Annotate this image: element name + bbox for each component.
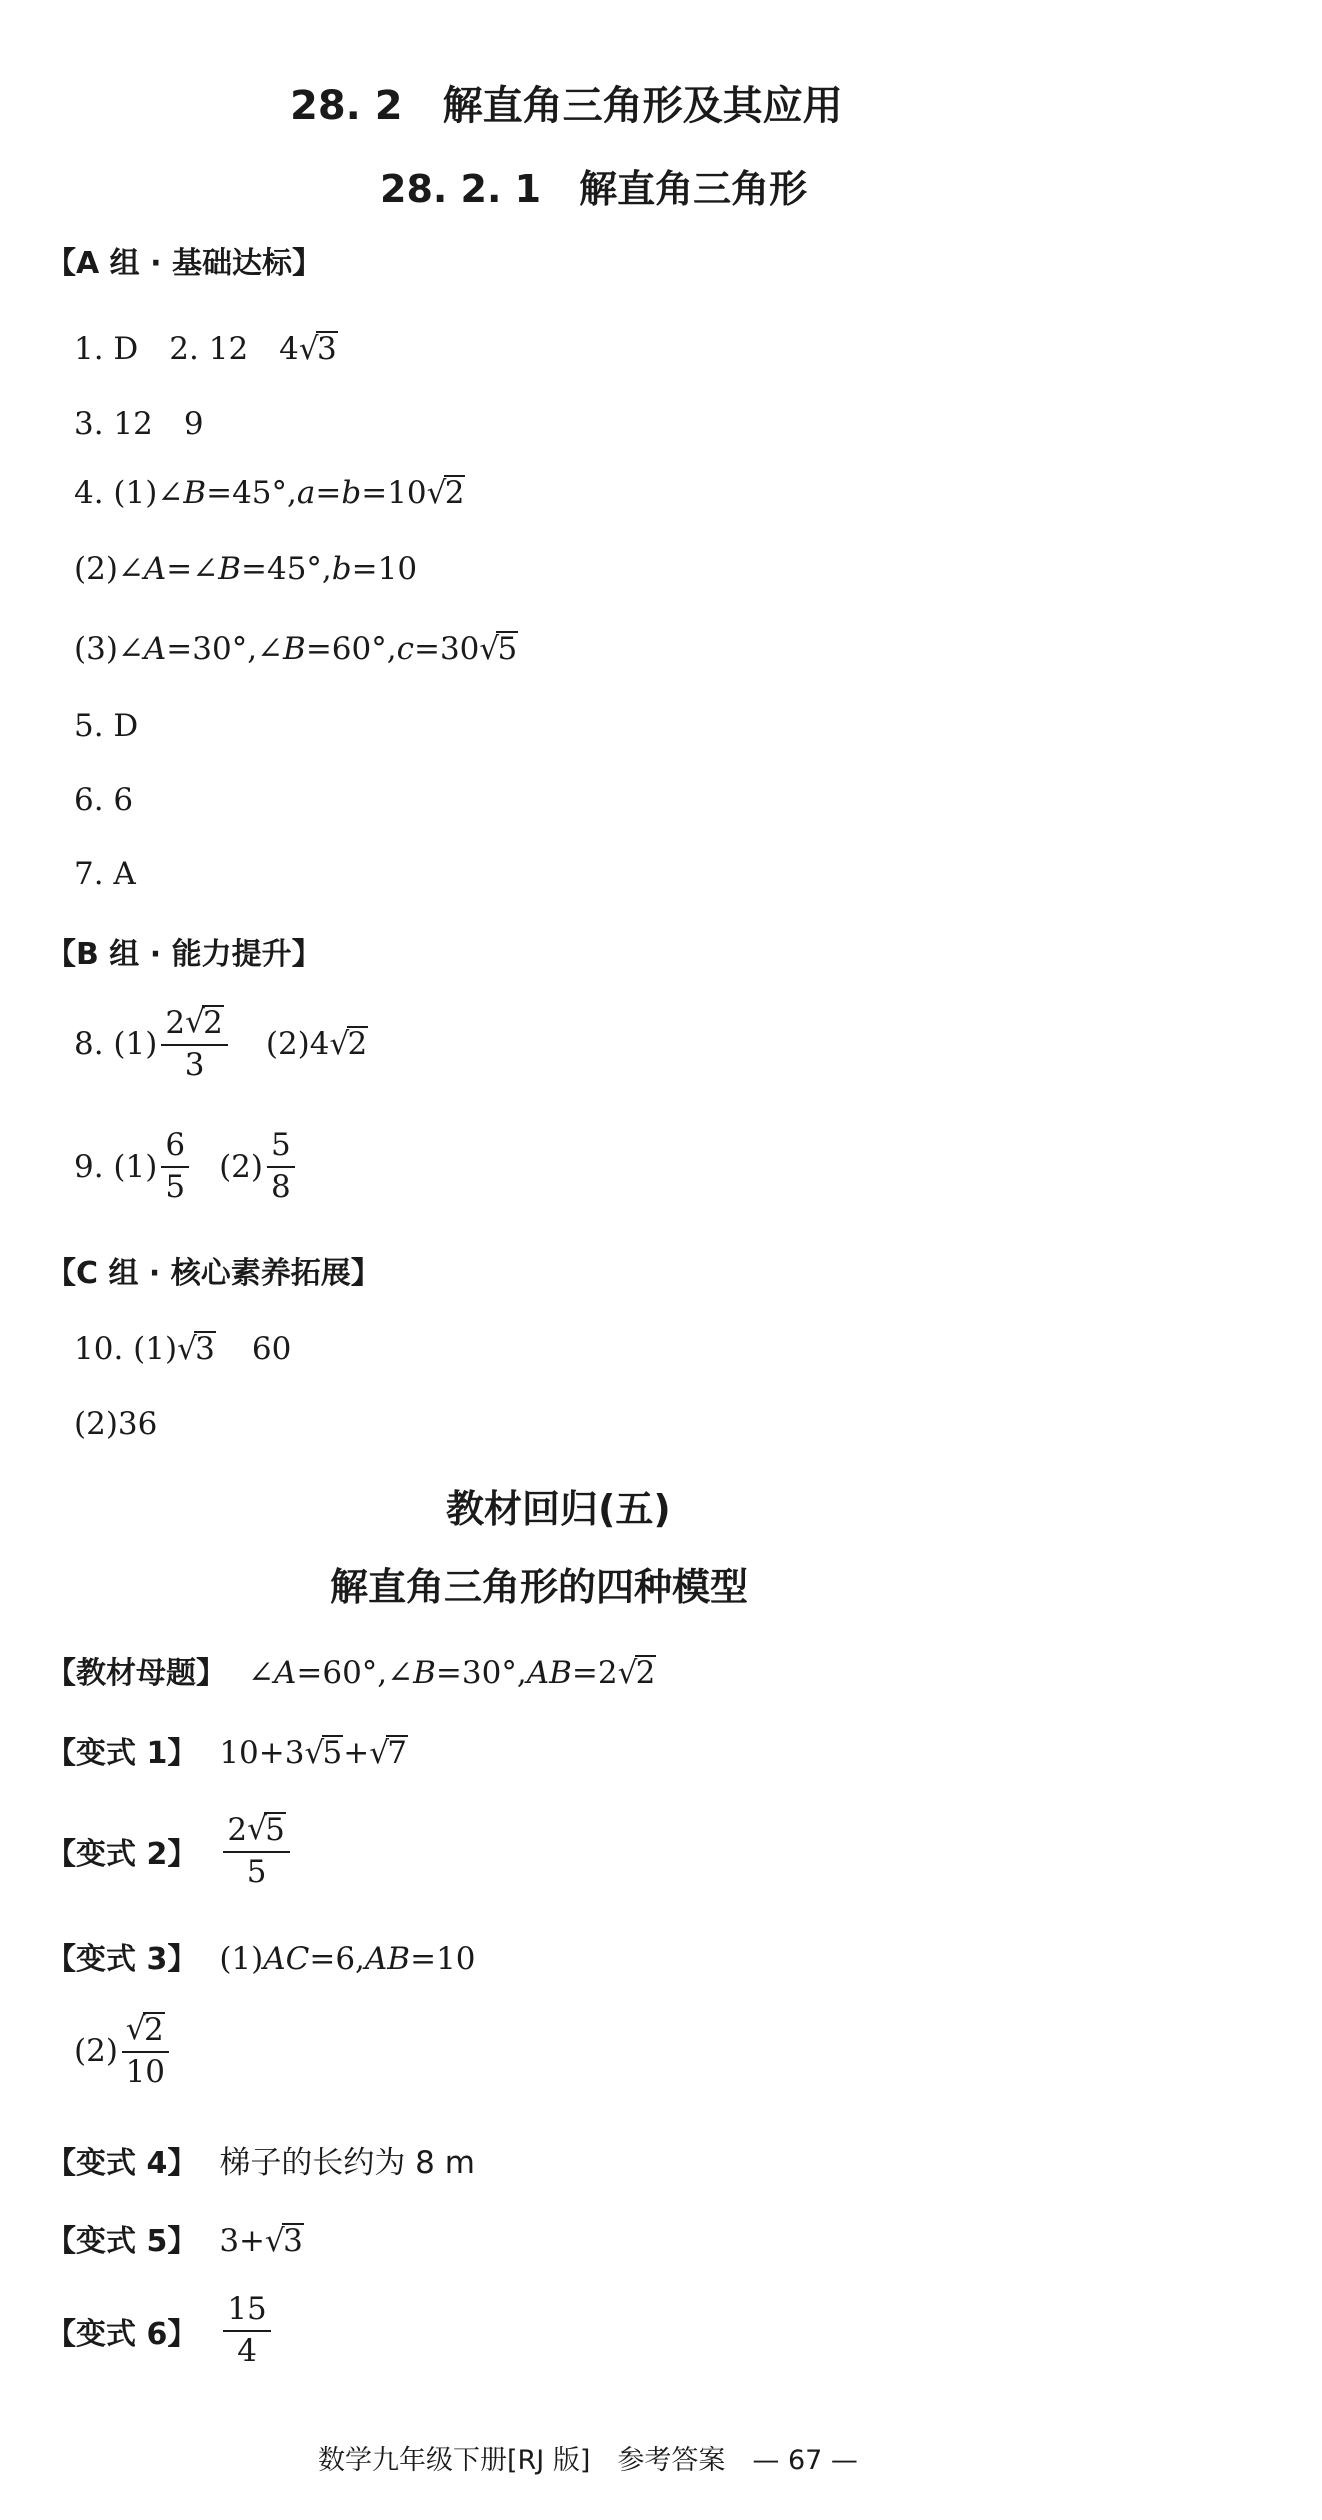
textbook-problem: 【教材母题】 ∠A=60°,∠B=30°,AB=2√ 2 xyxy=(46,1648,656,1692)
answer-10-1: 10. (1)√ 3 60 xyxy=(74,1331,291,1367)
answer-10-2: (2)36 xyxy=(74,1406,158,1442)
variant-1: 【变式 1】 10+3√ 5+√ 7 xyxy=(46,1728,408,1772)
answer-6: 6. 6 xyxy=(74,782,134,818)
group-a-heading: 【A 组 · 基础达标】 xyxy=(46,246,322,281)
answer-8: 8. (1) $\frac{2√ 2}{3}$ (2)4 √ 2 xyxy=(74,1005,368,1083)
variant-6: 【变式 6】 $\frac{15}{4}$ xyxy=(46,2292,275,2369)
answer-7: 7. A xyxy=(74,856,136,892)
answer-4-1: 4. (1)∠B=45°,a=b=10√ 2 xyxy=(74,475,465,511)
group-c-heading: 【C 组 · 核心素养拓展】 xyxy=(46,1256,381,1291)
answer-9: 9. (1) $\frac{6}{5}$ (2) $\frac{5}{8}$ xyxy=(74,1128,299,1205)
section-title: 28. 2 解直角三角形及其应用 xyxy=(290,83,843,129)
section-2-title: 教材回归(五) xyxy=(446,1487,671,1531)
page-footer: 数学九年级下册[RJ 版] 参考答案 — 67 — xyxy=(318,2445,858,2476)
section-2-subtitle: 解直角三角形的四种模型 xyxy=(330,1565,749,1609)
variant-3-part-2: (2) √ $\frac{2}{10}$ xyxy=(74,2012,173,2090)
group-b-heading: 【B 组 · 能力提升】 xyxy=(46,937,322,972)
answer-4-3: (3)∠A=30°,∠B=60°,c=30√ 5 xyxy=(74,631,518,667)
variant-3: 【变式 3】 (1)AC=6,AB=10 xyxy=(46,1941,476,1977)
answer-4-2: (2)∠A=∠B=45°,b=10 xyxy=(74,551,418,587)
answer-1-2: 1. D 2. 12 4√ 3 xyxy=(74,323,338,368)
answer-5: 5. D xyxy=(74,708,139,744)
subsection-title: 28. 2. 1 解直角三角形 xyxy=(380,167,808,211)
variant-5: 【变式 5】 3+√ 3 xyxy=(46,2216,304,2260)
answer-3: 3. 12 9 xyxy=(74,406,204,442)
variant-4: 【变式 4】 梯子的长约为 8 m xyxy=(46,2145,475,2181)
variant-2: 【变式 2】 $\frac{2√ 5}{5}$ xyxy=(46,1812,294,1890)
